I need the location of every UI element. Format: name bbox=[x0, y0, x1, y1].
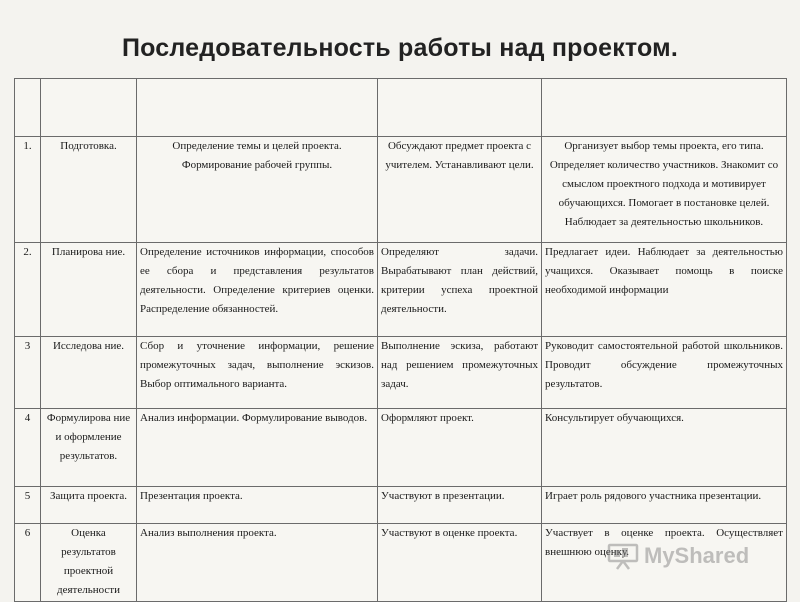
content-cell: Презентация проекта. bbox=[137, 487, 378, 524]
row-number: 4 bbox=[15, 409, 41, 487]
students-cell: Участвуют в оценке проекта. bbox=[378, 524, 542, 602]
row-number: 5 bbox=[15, 487, 41, 524]
title-text: Последовательность работы над проектом bbox=[121, 34, 671, 62]
project-stages-table bbox=[14, 78, 787, 602]
content-cell: Сбор и уточнение информации, решение промежуточных задач, выполнение эскизов. Выбор оптимального варианта. bbox=[137, 337, 378, 409]
students-cell: Участвуют в презентации. bbox=[378, 487, 542, 524]
header-cell-students bbox=[378, 79, 542, 137]
table-row bbox=[15, 409, 787, 487]
teacher-cell: Консультирует обучающихся. bbox=[542, 409, 787, 487]
watermark-text: MyShared bbox=[644, 543, 750, 568]
header-cell-content bbox=[137, 79, 378, 137]
table-row bbox=[15, 137, 787, 243]
stage-cell: Формулирова ние и оформление результатов. bbox=[41, 409, 137, 487]
content-cell: Анализ выполнения проекта. bbox=[137, 524, 378, 602]
students-cell: Выполнение эскиза, работают над решением промежуточных задач. bbox=[378, 337, 542, 409]
header-row bbox=[15, 79, 787, 137]
header-cell-number bbox=[15, 79, 41, 137]
content-cell: Анализ информации. Формулирование выводов. bbox=[137, 409, 378, 487]
row-number: 2. bbox=[15, 243, 41, 337]
stage-cell: Планирова ние. bbox=[41, 243, 137, 337]
students-cell: Определяют задачи. Вырабатывают план действий, критерии успеха проектной деятельности. bbox=[378, 243, 542, 337]
table-row bbox=[15, 243, 787, 337]
students-cell: Обсуждают предмет проекта с учителем. Устанавливают цели. bbox=[378, 137, 542, 243]
stage-cell: Оценка результатов проектной деятельности bbox=[41, 524, 137, 602]
page-title bbox=[0, 34, 800, 63]
teacher-cell: Руководит самостоятельной работой школьников. Проводит обсуждение промежуточных результатов. bbox=[542, 337, 787, 409]
stage-cell: Подготовка. bbox=[41, 137, 137, 243]
teacher-cell: Играет роль рядового участника презентации. bbox=[542, 487, 787, 524]
students-cell: Оформляют проект. bbox=[378, 409, 542, 487]
row-number: 3 bbox=[15, 337, 41, 409]
teacher-cell: Организует выбор темы проекта, его типа. Определяет количество участников. Знакомит со смыслом проектного подхода и мотивирует обучающихся. Помогает в постановке целей. Наблюдает за деятельностью школьников. bbox=[542, 137, 787, 243]
header-cell-teacher bbox=[542, 79, 787, 137]
content-cell: Определение источников информации, способов ее сбора и представления результатов деятельности. Определение критериев оценки. Распределение обязанностей. bbox=[137, 243, 378, 337]
teacher-cell: Предлагает идеи. Наблюдает за деятельностью учащихся. Оказывает помощь в поиске необходимой информации bbox=[542, 243, 787, 337]
stage-cell: Исследова ние. bbox=[41, 337, 137, 409]
table-row bbox=[15, 337, 787, 409]
stage-cell: Защита проекта. bbox=[41, 487, 137, 524]
table-row bbox=[15, 524, 787, 602]
row-number: 1. bbox=[15, 137, 41, 243]
teacher-cell: Участвует в оценке проекта. Осуществляет внешнюю оценку. bbox=[542, 524, 787, 602]
table-row bbox=[15, 487, 787, 524]
row-number: 6 bbox=[15, 524, 41, 602]
header-cell-stage bbox=[41, 79, 137, 137]
title-period: . bbox=[670, 34, 679, 62]
content-cell: Определение темы и целей проекта. Формирование рабочей группы. bbox=[137, 137, 378, 243]
